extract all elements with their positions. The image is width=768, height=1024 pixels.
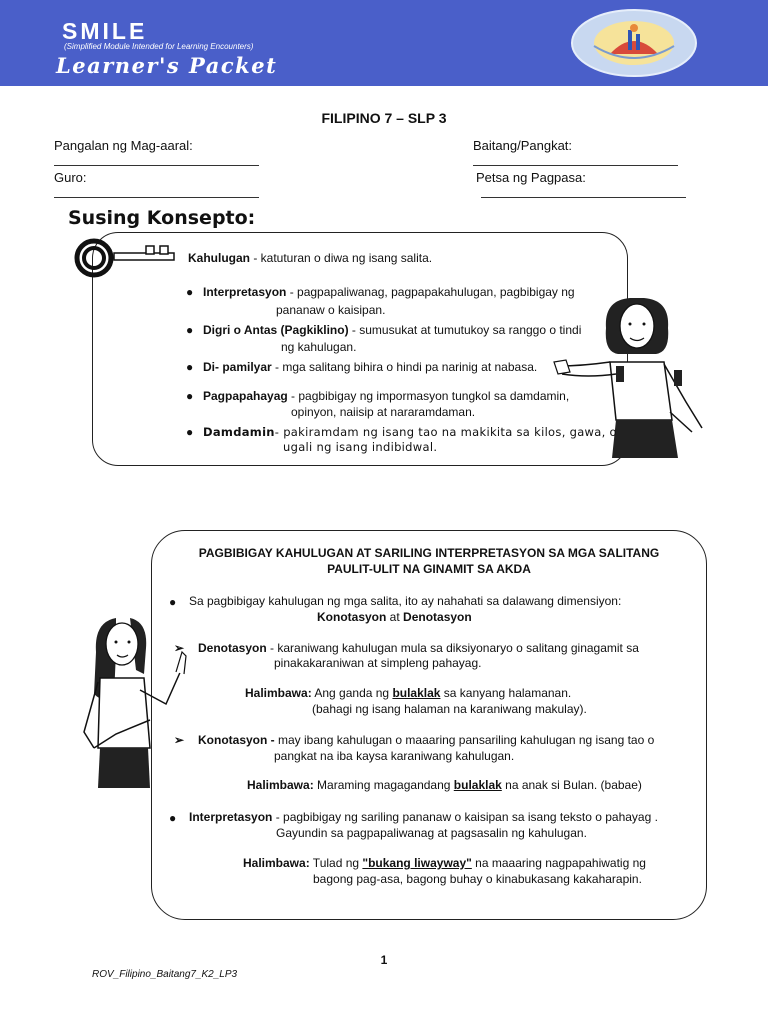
concept-item-term: Interpretasyon (203, 285, 287, 299)
concept-item-def: - pagpapaliwanag, pagpapakahulugan, pagbibigay ng (286, 285, 575, 299)
bullet-dot: ● (186, 425, 194, 439)
concept-heading: Susing Konsepto: (68, 207, 256, 229)
brand-subtitle: (Simplified Module Intended for Learning Encounters) (64, 42, 254, 51)
date-label: Petsa ng Pagpasa: (476, 170, 586, 185)
student-woman-illustration (80, 612, 192, 792)
key-icon (66, 238, 196, 278)
example-1-note: (bahagi ng isang halaman na karaniwang makulay). (312, 702, 587, 716)
concept-item-def: - pakiramdam ng isang tao na makikita sa kilos, gawa, o (274, 425, 617, 439)
concept-item (203, 323, 581, 338)
konotasyon-definition (198, 733, 654, 748)
interpretasyon-term: Interpretasyon (189, 810, 273, 824)
example-label: Halimbawa: (245, 686, 312, 700)
konotasyon-def2: pangkat na iba kaysa karaniwang kahulugan. (274, 749, 515, 763)
arrow-bullet-icon: ➢ (174, 733, 185, 747)
date-line (481, 197, 686, 198)
concept-item (203, 360, 537, 375)
example-3 (243, 856, 646, 871)
dimensions-line (317, 610, 472, 625)
konotasyon-def: may ibang kahulugan o maaaring pansariling kahulugan ng isang tao o (274, 733, 655, 747)
kahulugan-def: - katuturan o diwa ng isang salita. (250, 251, 433, 265)
example-keyword: bulaklak (453, 778, 502, 792)
kahulugan-definition (188, 251, 432, 266)
example-keyword: bulaklak (392, 686, 441, 700)
section-heading-line2: PAULIT-ULIT NA GINAMIT SA AKDA (327, 562, 531, 576)
example-text: sa kanyang halamanan. (440, 686, 572, 700)
bullet-dot: ● (169, 595, 177, 609)
denotasyon-def2: pinakakaraniwan at simpleng pahayag. (274, 656, 482, 670)
page-title: FILIPINO 7 – SLP 3 (321, 110, 447, 126)
concept-item-term: Damdamin (203, 425, 275, 439)
bullet-dot: ● (186, 360, 194, 374)
concept-item-def2: ng kahulugan. (281, 340, 357, 354)
example-3-line2: bagong pag-asa, bagong buhay o kinabukasang kakaharapin. (313, 872, 642, 886)
example-label: Halimbawa: (243, 856, 310, 870)
concept-item-def: - mga salitang bihira o hindi pa narinig at nabasa. (271, 360, 538, 374)
denotasyon-definition (198, 641, 639, 656)
concept-item-term: Di- pamilyar (203, 360, 272, 374)
example-keyword: "bukang liwayway" (362, 856, 472, 870)
konotasyon-term: Konotasyon - (198, 733, 275, 747)
teacher-label: Guro: (54, 170, 87, 185)
concept-item-term: Pagpapahayag (203, 389, 288, 403)
example-2 (247, 778, 642, 793)
bullet-dot: ● (186, 285, 194, 299)
concept-item-def: - sumusukat at tumutukoy sa ranggo o tindi (348, 323, 582, 337)
kahulugan-term: Kahulugan (188, 251, 250, 265)
intro-text: Sa pagbibigay kahulugan ng mga salita, ito ay nahahati sa dalawang dimensiyon: (189, 594, 622, 608)
example-text: Tulad ng (309, 856, 363, 870)
concept-item-term: Digri o Antas (Pagkiklino) (203, 323, 349, 337)
header-banner (0, 0, 768, 86)
brand-title: SMILE (62, 18, 148, 44)
grade-line (473, 165, 678, 166)
section-heading-line1: PAGBIBIGAY KAHULUGAN AT SARILING INTERPRETASYON SA MGA SALITANG (198, 546, 660, 560)
concept-item (203, 389, 569, 404)
dimension-konotasyon: Konotasyon (317, 610, 387, 624)
concept-item-def2: ugali ng isang indibidwal. (283, 440, 438, 454)
name-label: Pangalan ng Mag-aaral: (54, 138, 193, 153)
concept-item-def: - pagbibigay ng impormasyon tungkol sa damdamin, (287, 389, 570, 403)
denotasyon-term: Denotasyon (198, 641, 267, 655)
dimension-and: at (386, 610, 404, 624)
dimension-denotasyon: Denotasyon (403, 610, 472, 624)
example-text: na maaaring nagpapahiwatig ng (471, 856, 646, 870)
bullet-dot: ● (169, 811, 177, 825)
example-1 (245, 686, 571, 701)
example-text: Ang ganda ng (311, 686, 393, 700)
concept-item-def2: pananaw o kaisipan. (276, 303, 386, 317)
denotasyon-def: - karaniwang kahulugan mula sa diksiyonaryo o salitang ginagamit sa (266, 641, 639, 655)
concept-item (203, 285, 575, 300)
footer-code: ROV_Filipino_Baitang7_K2_LP3 (92, 969, 238, 980)
interpretasyon-def2: Gayundin sa pagpapaliwanag at pagsasalin ng kahulugan. (276, 826, 587, 840)
interpretasyon-def: - pagbibigay ng sariling pananaw o kaisipan sa isang teksto o pahayag . (272, 810, 658, 824)
page-number: 1 (380, 953, 388, 967)
deped-seal-logo (570, 8, 698, 78)
name-line (54, 165, 259, 166)
example-text: Maraming magagandang (313, 778, 454, 792)
bullet-dot: ● (186, 389, 194, 403)
example-text: na anak si Bulan. (babae) (501, 778, 642, 792)
arrow-bullet-icon: ➢ (174, 641, 185, 655)
grade-label: Baitang/Pangkat: (473, 138, 573, 153)
teacher-line (54, 197, 259, 198)
example-label: Halimbawa: (247, 778, 314, 792)
packet-title: Learner's Packet (56, 53, 278, 78)
bullet-dot: ● (186, 323, 194, 337)
concept-item (203, 425, 617, 440)
interpretasyon-definition (189, 810, 658, 825)
concept-item-def2: opinyon, naiisip at nararamdaman. (291, 405, 476, 419)
